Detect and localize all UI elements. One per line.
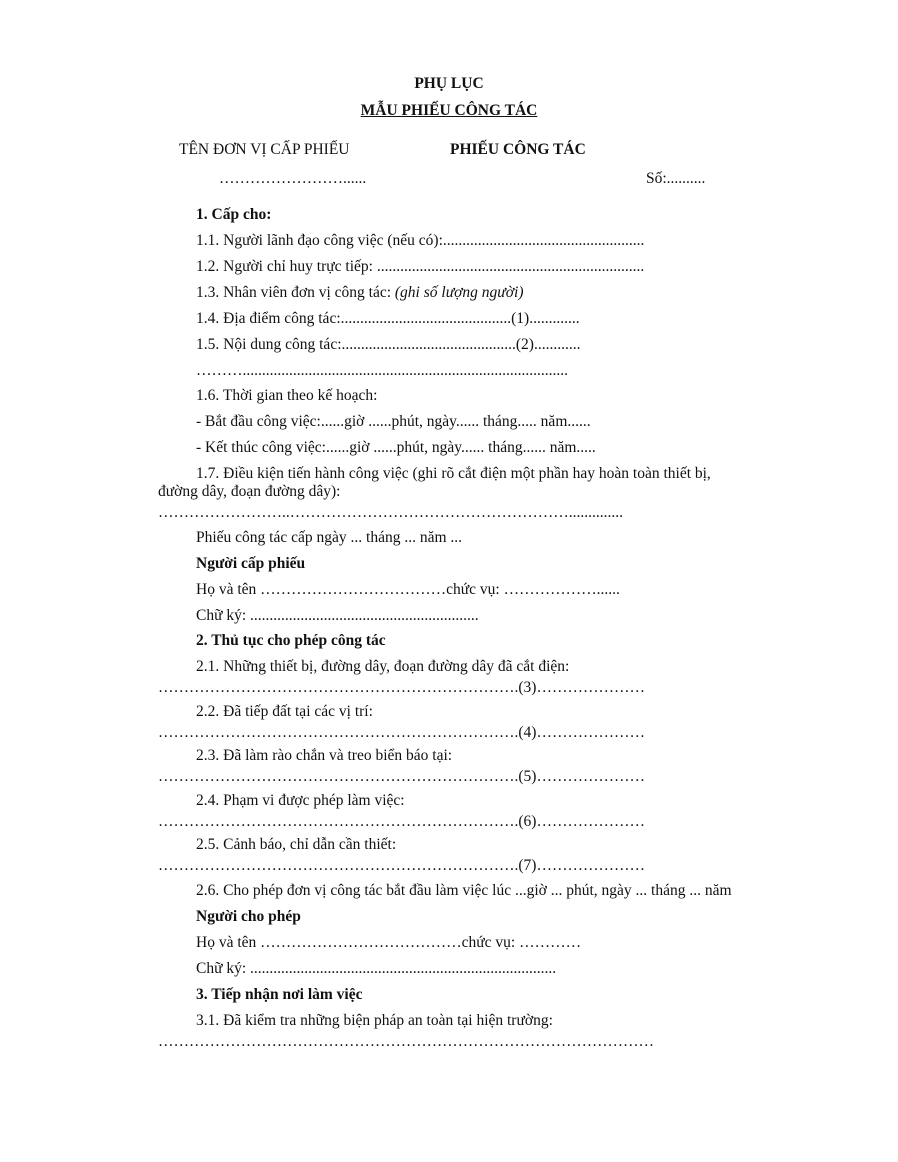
section-3-heading: 3. Tiếp nhận nơi làm việc [196, 986, 363, 1003]
issuer-name-line: Họ và tên ………………………………chức vụ: ………………...... [196, 581, 620, 598]
line-2-2: 2.2. Đã tiếp đất tại các vị trí: [196, 703, 373, 720]
permitter-heading: Người cho phép [196, 908, 301, 925]
line-2-3-dots: …………………………………………………………….(5)………………… [158, 768, 645, 785]
line-2-6: 2.6. Cho phép đơn vị công tác bắt đầu làm việc lúc ...giờ ... phút, ngày ... tháng ... năm [196, 882, 732, 899]
issuer-signature-line: Chữ ký: ........................................................... [196, 607, 479, 624]
line-1-7-dots: ……………………..……………………………………………….............. [158, 504, 623, 521]
line-2-3: 2.3. Đã làm rào chắn và treo biển báo tại: [196, 747, 453, 764]
permitter-signature-line: Chữ ký: ............................................................................... [196, 960, 557, 977]
line-2-5-dots: …………………………………………………………….(7)………………… [158, 857, 645, 874]
line-1-2: 1.2. Người chỉ huy trực tiếp: ..................................................................... [196, 258, 645, 275]
line-2-4-dots: …………………………………………………………….(6)………………… [158, 813, 645, 830]
line-2-5: 2.5. Cảnh báo, chỉ dẫn cần thiết: [196, 836, 397, 853]
line-1-1: 1.1. Người lãnh đạo công việc (nếu có):.................................................... [196, 232, 645, 249]
line-2-4: 2.4. Phạm vi được phép làm việc: [196, 792, 405, 809]
issued-date: Phiếu công tác cấp ngày ... tháng ... năm ... [196, 529, 463, 546]
line-1-5: 1.5. Nội dung công tác:.............................................(2)............ [196, 336, 581, 353]
issuer-unit-dots: ……………………...... [219, 170, 367, 187]
line-2-1-dots: …………………………………………………………….(3)………………… [158, 679, 645, 696]
line-3-1-dots: …………………………………………………………………………………… [158, 1033, 654, 1050]
line-3-1: 3.1. Đã kiểm tra những biện pháp an toàn tại hiện trường: [196, 1012, 553, 1029]
line-1-3 [196, 284, 524, 302]
line-1-3-note: (ghi số lượng người) [394, 284, 524, 301]
form-title [0, 102, 898, 120]
line-1-3-text: 1.3. Nhân viên đơn vị công tác: [196, 284, 395, 301]
line-1-6: 1.6. Thời gian theo kế hoạch: [196, 387, 378, 404]
end-time-line: - Kết thúc công việc:......giờ ......phút, ngày...... tháng...... năm..... [196, 439, 596, 456]
line-2-1: 2.1. Những thiết bị, đường dây, đoạn đường dây đã cắt điện: [196, 658, 570, 675]
issuer-heading: Người cấp phiếu [196, 555, 306, 572]
appendix-title: PHỤ LỤC [414, 75, 484, 92]
line-1-7: 1.7. Điều kiện tiến hành công việc (ghi rõ cắt điện một phần hay hoàn toàn thiết bị, [196, 465, 711, 482]
issuer-unit-label: TÊN ĐƠN VỊ CẤP PHIẾU [179, 141, 350, 158]
section-1-heading: 1. Cấp cho: [196, 206, 272, 223]
line-1-7-continued: đường dây, đoạn đường dây): [158, 483, 341, 500]
ticket-number: Số:.......... [646, 170, 706, 187]
line-1-5-continued: ……….................................................................................... [196, 362, 568, 379]
line-1-4: 1.4. Địa điểm công tác:............................................(1)............. [196, 310, 580, 327]
line-2-2-dots: …………………………………………………………….(4)………………… [158, 724, 645, 741]
section-2-heading: 2. Thủ tục cho phép công tác [196, 632, 386, 649]
form-title-text: MẪU PHIẾU CÔNG TÁC [360, 102, 538, 119]
start-time-line: - Bắt đầu công việc:......giờ ......phút, ngày...... tháng..... năm...... [196, 413, 591, 430]
permitter-name-line: Họ và tên …………………………………chức vụ: ………… [196, 934, 582, 951]
ticket-label: PHIẾU CÔNG TÁC [450, 141, 586, 158]
